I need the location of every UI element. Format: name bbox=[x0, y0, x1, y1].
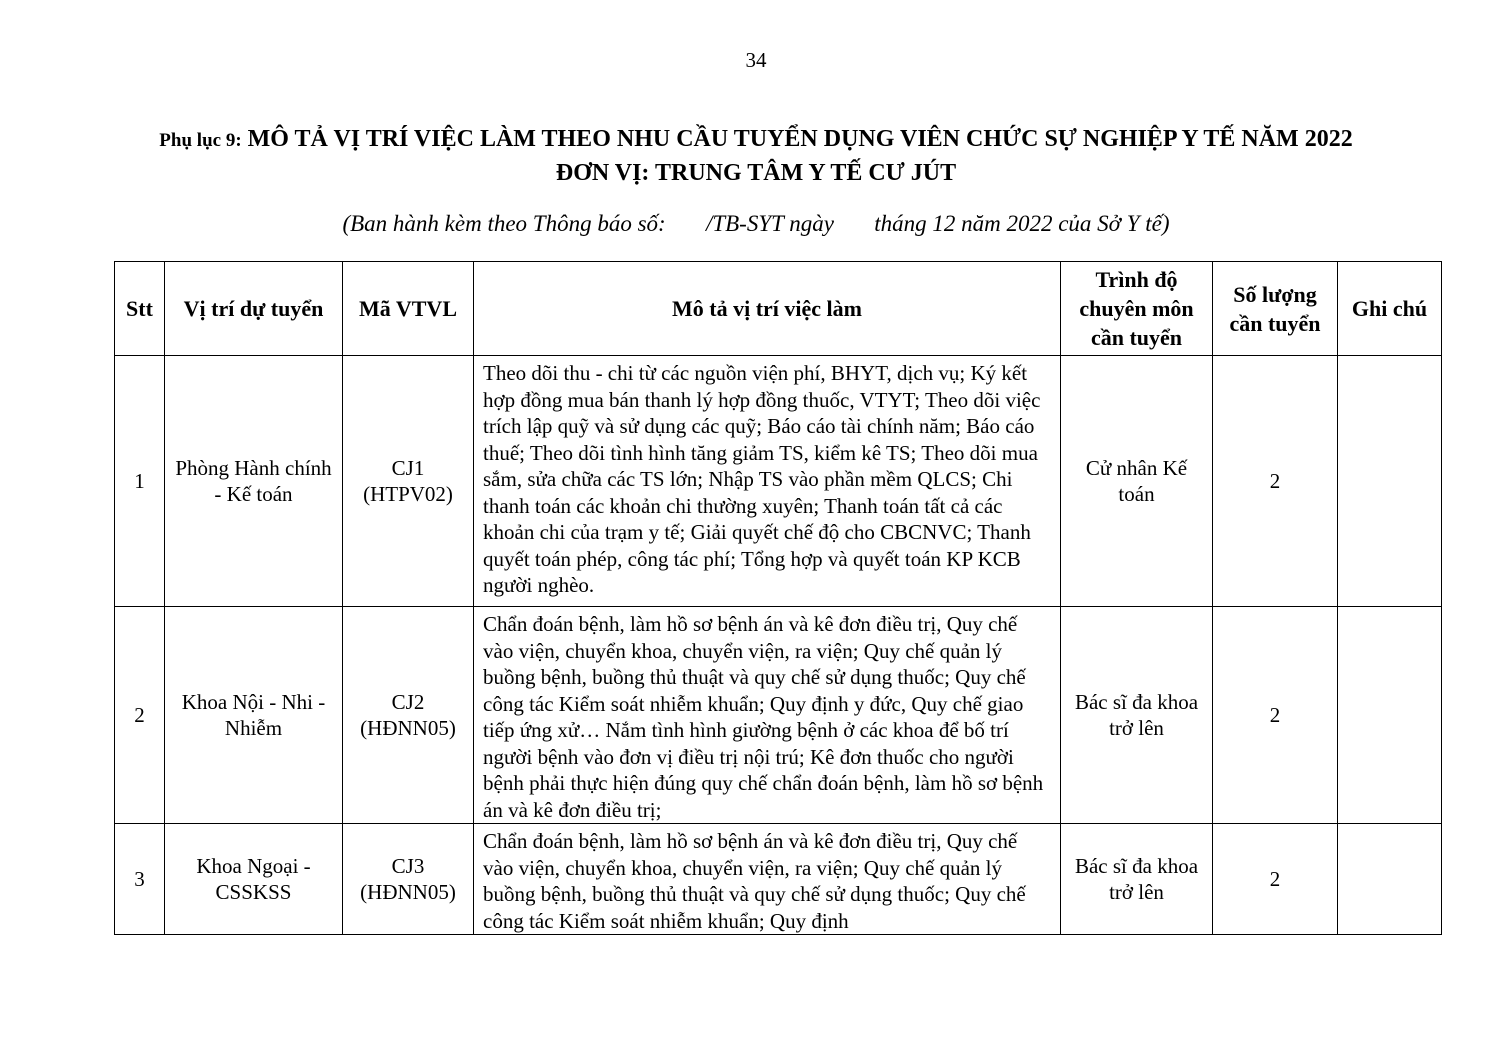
appendix-label: Phụ lục 9: bbox=[159, 130, 242, 151]
cell-code: CJ1 (HTPV02) bbox=[343, 356, 474, 607]
cell-qualification: Bác sĩ đa khoa trở lên bbox=[1061, 607, 1213, 824]
cell-description: Theo dõi thu - chi từ các nguồn viện phí, BHYT, dịch vụ; Ký kết hợp đồng mua bán thanh lý hợp đồng thuốc, VTYT; Theo dõi việc trích lập quỹ và sử dụng các quỹ; Báo cáo tài chính năm; Báo cáo thuế; Theo dõi tình hình tăng giảm TS, kiểm kê TS; Theo dõi mua sắm, sửa chữa các TS lớn; Nhập TS vào phần mềm QLCS; Chi thanh toán các khoản chi thường xuyên; Thanh toán tất cả các khoản chi của trạm y tế; Giải quyết chế độ cho CBCNVC; Thanh quyết toán phép, công tác phí; Tổng hợp và quyết toán KP KCB người nghèo. bbox=[474, 356, 1061, 607]
cell-description: Chẩn đoán bệnh, làm hồ sơ bệnh án và kê đơn điều trị, Quy chế vào viện, chuyển khoa, chuyển viện, ra viện; Quy chế quản lý buồng bệnh, buồng thủ thuật và quy chế sử dụng thuốc; Quy chế công tác Kiểm soát nhiễm khuẩn; Quy định bbox=[474, 824, 1061, 935]
header-description: Mô tả vị trí việc làm bbox=[474, 262, 1061, 356]
header-position: Vị trí dự tuyển bbox=[165, 262, 343, 356]
table-header-row bbox=[115, 262, 1442, 356]
cell-code: CJ3 (HĐNN05) bbox=[343, 824, 474, 935]
job-description-table bbox=[114, 261, 1442, 935]
cell-description: Chẩn đoán bệnh, làm hồ sơ bệnh án và kê đơn điều trị, Quy chế vào viện, chuyển khoa, chuyển viện, ra viện; Quy chế quản lý buồng bệnh, buồng thủ thuật và quy chế sử dụng thuốc; Quy chế công tác Kiểm soát nhiễm khuẩn; Quy định y đức, Quy chế giao tiếp ứng xử… Nắm tình hình giường bệnh ở các khoa để bố trí người bệnh vào đơn vị điều trị nội trú; Kê đơn thuốc cho người bệnh phải thực hiện đúng quy chế chẩn đoán bệnh, làm hồ sơ bệnh án và kê đơn điều trị; bbox=[474, 607, 1061, 824]
cell-quantity: 2 bbox=[1213, 607, 1338, 824]
cell-position: Khoa Nội - Nhi - Nhiễm bbox=[165, 607, 343, 824]
cell-qualification: Bác sĩ đa khoa trở lên bbox=[1061, 824, 1213, 935]
cell-position: Khoa Ngoại - CSSKSS bbox=[165, 824, 343, 935]
cell-stt: 3 bbox=[115, 824, 165, 935]
document-subtitle: (Ban hành kèm theo Thông báo số: /TB-SYT ngày tháng 12 năm 2022 của Sở Y tế) bbox=[342, 211, 1170, 236]
cell-position: Phòng Hành chính - Kế toán bbox=[165, 356, 343, 607]
header-qualification: Trình độ chuyên môn cần tuyển bbox=[1061, 262, 1213, 356]
table-row bbox=[115, 824, 1442, 935]
cell-note bbox=[1338, 607, 1442, 824]
cell-code: CJ2 (HĐNN05) bbox=[343, 607, 474, 824]
cell-quantity: 2 bbox=[1213, 824, 1338, 935]
page-number: 34 bbox=[745, 48, 767, 72]
cell-qualification: Cử nhân Kế toán bbox=[1061, 356, 1213, 607]
cell-note bbox=[1338, 356, 1442, 607]
title-text: MÔ TẢ VỊ TRÍ VIỆC LÀM THEO NHU CẦU TUYỂN DỤNG VIÊN CHỨC SỰ NGHIỆP Y TẾ NĂM 2022 bbox=[247, 126, 1353, 152]
table-row bbox=[115, 356, 1442, 607]
cell-note bbox=[1338, 824, 1442, 935]
cell-quantity: 2 bbox=[1213, 356, 1338, 607]
header-code: Mã VTVL bbox=[343, 262, 474, 356]
header-note: Ghi chú bbox=[1338, 262, 1442, 356]
unit-title: ĐƠN VỊ: TRUNG TÂM Y TẾ CƯ JÚT bbox=[555, 160, 957, 186]
cell-stt: 2 bbox=[115, 607, 165, 824]
cell-stt: 1 bbox=[115, 356, 165, 607]
table-row bbox=[115, 607, 1442, 824]
document-title bbox=[0, 126, 1500, 153]
header-quantity: Số lượng cần tuyển bbox=[1213, 262, 1338, 356]
header-stt: Stt bbox=[115, 262, 165, 356]
